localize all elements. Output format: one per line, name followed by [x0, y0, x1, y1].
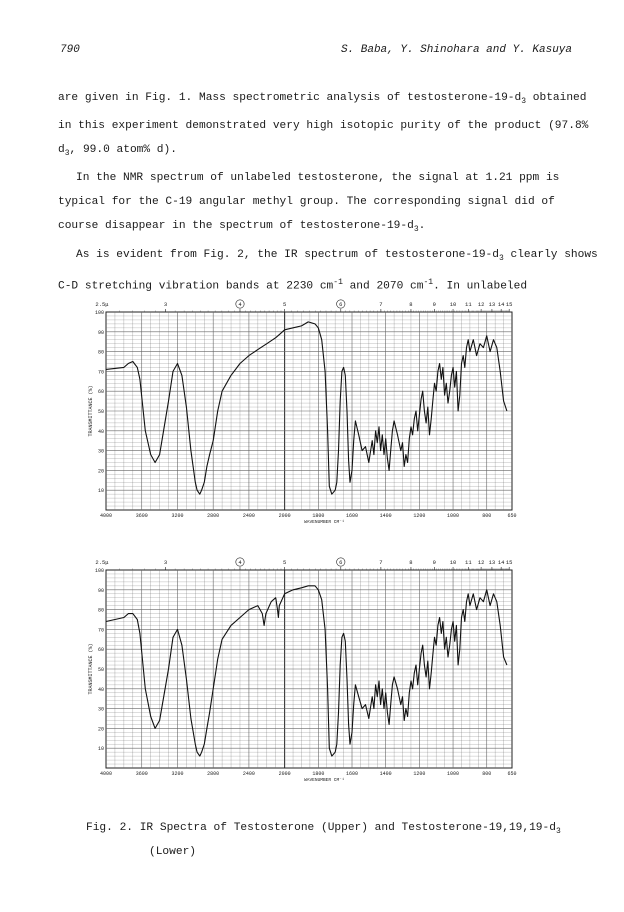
y-tick-label: 40 — [97, 686, 104, 693]
body-text-segment: course disappear in the spectrum of testosterone-19-d — [58, 220, 414, 233]
body-text — [58, 86, 598, 299]
x-tick-label: 1400 — [379, 771, 392, 777]
caption-line-2: (Lower) — [149, 846, 196, 859]
top-tick-label: 5 — [282, 301, 287, 308]
y-tick-label: 80 — [97, 349, 104, 356]
top-axis-label: 2.5μ — [95, 559, 109, 566]
top-tick-label: 14 — [497, 559, 505, 566]
y-tick-label: 100 — [94, 568, 104, 574]
body-line — [58, 166, 558, 190]
body-line — [58, 243, 598, 271]
x-axis-label: WAVENUMBER CM⁻¹ — [304, 520, 345, 525]
body-text-segment: 3 — [521, 97, 527, 107]
x-tick-label: 2000 — [278, 513, 291, 519]
x-tick-label: 1400 — [379, 513, 392, 519]
body-text-segment: 3 — [64, 149, 70, 159]
body-text-segment: In the NMR spectrum of unlabeled testosterone, the signal at 1.21 ppm is — [76, 172, 560, 185]
top-tick-label: 9 — [432, 559, 436, 566]
y-axis-label: TRANSMITTANCE (%) — [88, 643, 94, 695]
body-text-segment: in this experiment demonstrated very high isotopic purity of the product (97.8% — [58, 120, 589, 133]
top-tick-label: 9 — [432, 301, 436, 308]
x-tick-label: 1600 — [345, 513, 359, 519]
body-text-segment: -1 — [333, 277, 343, 287]
running-header-authors: S. Baba, Y. Shinohara and Y. Kasuya — [340, 44, 572, 56]
top-tick-label: 4 — [238, 301, 242, 308]
x-tick-label: 2000 — [278, 771, 291, 777]
body-line — [58, 214, 558, 242]
body-text-segment: obtained — [526, 92, 587, 104]
top-tick-label: 15 — [505, 559, 513, 566]
top-tick-label: 12 — [477, 301, 485, 308]
y-tick-label: 50 — [97, 667, 104, 673]
body-line — [58, 190, 558, 214]
body-text-segment: -1 — [423, 277, 434, 287]
body-text-segment: . — [418, 220, 426, 233]
body-text-segment: , 99.0 atom% d). — [69, 144, 177, 157]
top-tick-label: 13 — [488, 559, 496, 566]
body-text-segment: typical for the C-19 angular methyl group. The corresponding signal did of — [58, 196, 555, 209]
top-tick-label: 8 — [409, 301, 413, 308]
y-tick-label: 50 — [97, 409, 104, 415]
x-tick-label: 2400 — [242, 771, 255, 777]
body-text-segment: d — [58, 144, 65, 157]
y-tick-label: 60 — [97, 389, 104, 396]
top-tick-label: 14 — [497, 301, 505, 308]
body-text-segment: As is evident from Fig. 2, the IR spectrum of testosterone-19-d — [76, 248, 499, 261]
body-line — [58, 138, 558, 166]
x-tick-label: 1200 — [413, 513, 426, 519]
y-tick-label: 70 — [97, 369, 104, 376]
body-line — [58, 86, 587, 114]
body-text-segment: and 2070 cm — [342, 280, 424, 293]
top-tick-label: 8 — [409, 559, 413, 566]
top-tick-label: 12 — [477, 559, 485, 566]
top-tick-label: 13 — [488, 301, 496, 308]
x-tick-label: 800 — [482, 771, 492, 777]
x-tick-label: 1800 — [312, 771, 325, 777]
x-tick-label: 1200 — [413, 771, 426, 777]
y-tick-label: 40 — [97, 428, 104, 435]
top-tick-label: 3 — [163, 301, 168, 308]
y-tick-label: 30 — [97, 448, 104, 455]
x-tick-label: 3600 — [135, 771, 148, 777]
x-tick-label: 800 — [482, 513, 492, 519]
spectrum-trace — [106, 586, 507, 756]
y-tick-label: 10 — [97, 746, 104, 753]
x-tick-label: 4000 — [99, 771, 113, 777]
y-tick-label: 20 — [97, 468, 104, 475]
x-tick-label: 2400 — [242, 513, 255, 519]
ir-spectrum-lower — [72, 548, 530, 796]
top-tick-label: 15 — [505, 301, 513, 308]
body-text-segment: 3 — [413, 225, 419, 235]
x-axis-label: WAVENUMBER CM⁻¹ — [304, 778, 345, 783]
top-tick-label: 4 — [238, 559, 242, 566]
caption-subscript: 3 — [555, 827, 561, 837]
body-line — [58, 114, 589, 138]
y-tick-label: 30 — [97, 706, 104, 713]
top-tick-label: 7 — [379, 301, 383, 308]
body-text-segment: 3 — [498, 253, 504, 263]
x-tick-label: 3600 — [135, 513, 148, 519]
caption-line-1: Fig. 2. IR Spectra of Testosterone (Upper) and Testosterone-19,19,19-d — [86, 822, 556, 834]
body-text-segment: clearly shows — [503, 248, 598, 261]
x-tick-label: 3200 — [171, 771, 184, 777]
y-tick-label: 90 — [97, 329, 104, 336]
x-tick-label: 2800 — [207, 513, 220, 519]
top-tick-label: 11 — [465, 301, 472, 308]
y-tick-label: 60 — [97, 647, 104, 654]
x-tick-label: 650 — [507, 513, 517, 519]
x-tick-label: 1600 — [345, 771, 359, 777]
y-axis-label: TRANSMITTANCE (%) — [88, 385, 94, 437]
top-tick-label: 7 — [379, 559, 383, 566]
y-tick-label: 100 — [94, 310, 104, 316]
x-tick-label: 1000 — [447, 513, 460, 519]
x-tick-label: 1800 — [312, 513, 325, 519]
x-tick-label: 2800 — [207, 771, 220, 777]
body-text-segment: are given in Fig. 1. Mass spectrometric analysis of testosterone-19-d — [58, 92, 522, 104]
x-tick-label: 650 — [507, 771, 517, 777]
y-tick-label: 90 — [97, 587, 104, 594]
top-axis-label: 2.5μ — [95, 301, 109, 308]
body-text-segment: . In unlabeled — [433, 280, 528, 293]
y-tick-label: 10 — [97, 488, 104, 495]
top-tick-label: 6 — [339, 559, 343, 566]
ir-spectrum-upper — [72, 290, 530, 538]
page-number: 790 — [60, 44, 80, 56]
top-tick-label: 11 — [465, 559, 472, 566]
top-tick-label: 10 — [449, 301, 457, 308]
y-tick-label: 80 — [97, 607, 104, 614]
top-tick-label: 5 — [282, 559, 287, 566]
body-text-segment: C-D stretching vibration bands at 2230 cm — [58, 280, 334, 293]
x-tick-label: 1000 — [447, 771, 460, 777]
top-tick-label: 3 — [163, 559, 168, 566]
x-tick-label: 3200 — [171, 513, 184, 519]
y-tick-label: 70 — [97, 627, 104, 634]
x-tick-label: 4000 — [99, 513, 113, 519]
y-tick-label: 20 — [97, 726, 104, 733]
top-tick-label: 6 — [339, 301, 343, 308]
figure-caption — [86, 818, 561, 862]
top-tick-label: 10 — [449, 559, 457, 566]
